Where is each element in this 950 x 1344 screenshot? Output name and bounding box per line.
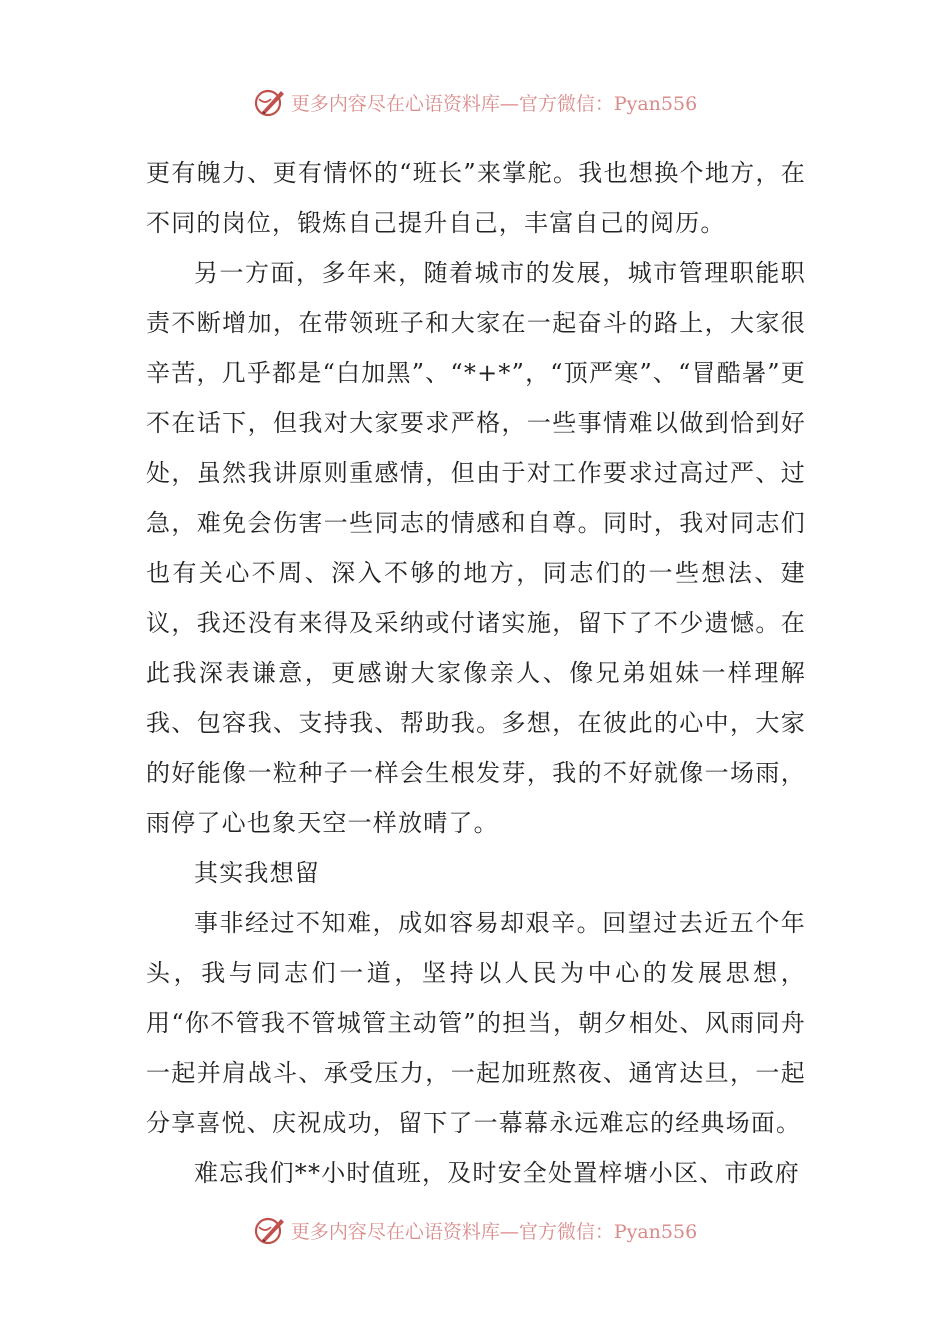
- footer-banner: [0, 1210, 950, 1250]
- pen-logo-icon: [253, 85, 287, 119]
- document-body: [146, 148, 806, 1198]
- section-heading: 其实我想留: [194, 859, 320, 887]
- paragraph: 另一方面，多年来，随着城市的发展，城市管理职能职责不断增加，在带领班子和大家在一起奋斗的路上，大家很辛苦，几乎都是“白加黑”、“*+*”，“顶严寒”、“冒酷暑”更不在话下，但我对大家要求严格，一些事情难以做到恰到好处，虽然我讲原则重感情，但由于对工作要求过高过严、过急，难免会伤害一些同志的情感和自尊。同时，我对同志们也有关心不周、深入不够的地方，同志们的一些想法、建议，我还没有来得及采纳或付诸实施，留下了不少遗憾。在此我深表谦意，更感谢大家像亲人、像兄弟姐妹一样理解我、包容我、支持我、帮助我。多想，在彼此的心中，大家的好能像一粒种子一样会生根发芽，我的不好就像一场雨，雨停了心也象天空一样放晴了。: [146, 259, 806, 837]
- pen-logo-icon: [253, 1213, 287, 1247]
- paragraph: 事非经过不知难，成如容易却艰辛。回望过去近五个年头，我与同志们一道，坚持以人民为中心的发展思想，用“你不管我不管城管主动管”的担当，朝夕相处、风雨同舟一起并肩战斗、承受压力，一起加班熬夜、通宵达旦，一起分享喜悦、庆祝成功，留下了一幕幕永远难忘的经典场面。: [146, 909, 806, 1137]
- footer-banner-text: 更多内容尽在心语资料库—官方微信：Pyan556: [290, 1220, 698, 1243]
- header-banner-text: 更多内容尽在心语资料库—官方微信：Pyan556: [290, 92, 698, 115]
- paragraph: 难忘我们**小时值班，及时安全处置梓塘小区、市政府: [194, 1159, 800, 1187]
- header-banner: [0, 82, 950, 122]
- paragraph: 更有魄力、更有情怀的“班长”来掌舵。我也想换个地方，在不同的岗位，锻炼自己提升自己，丰富自己的阅历。: [146, 159, 806, 237]
